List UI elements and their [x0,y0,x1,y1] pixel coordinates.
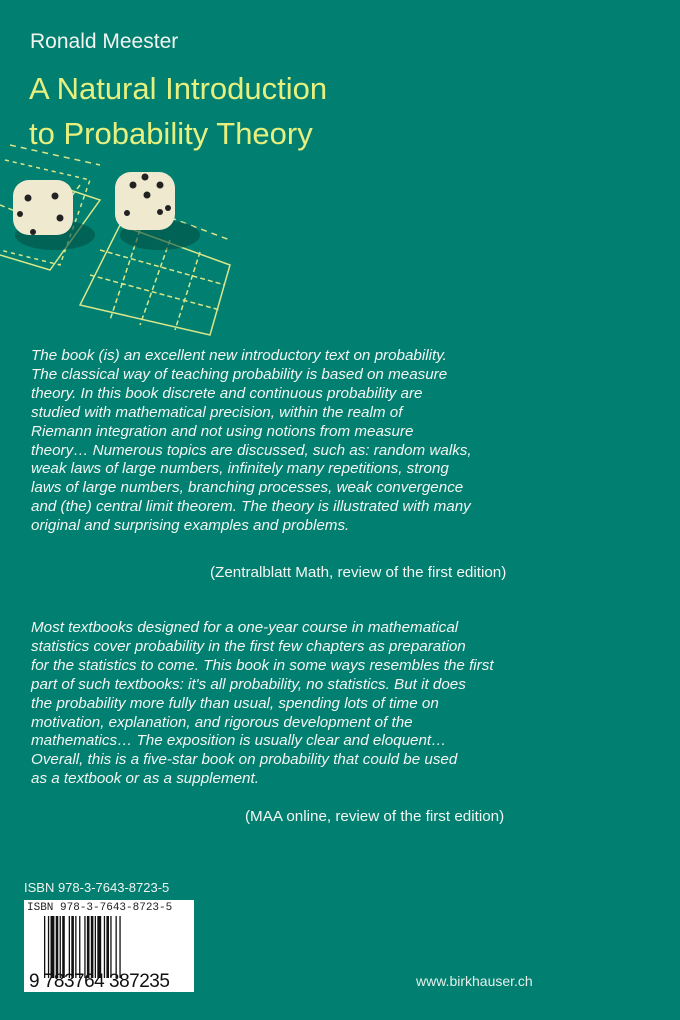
barcode-bar [44,916,45,978]
barcode-bar [71,916,74,978]
review-line: motivation, explanation, and rigorous development of the [31,713,413,731]
barcode-bar [97,916,101,978]
barcode-bar [116,916,117,978]
barcode-bar [75,916,76,978]
review-line: and (the) central limit theorem. The theory is illustrated with many [31,498,471,516]
die-left [13,180,73,235]
barcode-bar [60,916,61,978]
review-line: for the statistics to come. This book in some ways resembles the first [31,656,494,674]
barcode-bar [51,916,55,978]
review-line: mathematics… The exposition is usually clear and eloquent… [31,732,447,750]
review-line: Most textbooks designed for a one-year course in mathematical [31,619,459,636]
barcode-isbn: ISBN 978-3-7643-8723-5 [27,902,173,914]
barcode-bar [95,916,96,978]
isbn-label: ISBN 978-3-7643-8723-5 [24,880,170,895]
review-line: The book (is) an excellent new introductory text on probability. [31,347,447,364]
review-line: studied with mathematical precision, within the realm of [31,403,403,421]
die-right [115,172,175,230]
review-line: theory… Numerous topics are discussed, such as: random walks, [31,441,472,459]
author-name: Ronald Meester [30,30,179,53]
publisher-url[interactable]: www.birkhauser.ch [416,973,533,989]
barcode-bar [62,916,65,978]
review-line: original and surprising examples and problems. [31,517,350,535]
barcode-number: 9 783764 387235 [29,971,170,992]
review-text-1 [31,347,472,536]
review-line: Riemann integration and not using notions from measure [31,422,414,440]
review-line: theory. In this book discrete and continuous probability are [31,384,423,402]
title-line: A Natural Introduction [29,71,328,106]
barcode-bar [69,916,70,978]
barcode-bar [84,916,85,978]
review-text-2 [31,619,494,789]
title-line: to Probability Theory [29,116,313,151]
review-line: The classical way of teaching probability is based on measure [31,365,448,383]
barcode-bar [56,916,59,978]
review-line: statistics cover probability in the first few chapters as preparation [31,637,466,655]
review-line: Overall, this is a five-star book on probability that could be used [31,751,458,769]
barcode-bar [87,916,90,978]
barcode-bar [119,916,120,978]
review-line: part of such textbooks: it's all probability, no statistics. But it does [31,675,466,693]
barcode-bar [79,916,80,978]
review-line: weak laws of large numbers, infinitely many repetitions, strong [31,460,449,478]
barcode-bar [104,916,105,978]
barcode-bar [106,916,109,978]
barcode-bar [48,916,49,978]
review-citation-1: (Zentralblatt Math, review of the first edition) [210,564,507,581]
review-line: the probability more fully than usual, spending lots of time on [31,694,439,712]
barcode [24,900,194,992]
dice-illustration [0,140,240,340]
review-citation-2: (MAA online, review of the first edition) [245,808,505,825]
review-line: laws of large numbers, branching processes, weak convergence [31,479,464,497]
barcode-bar [110,916,111,978]
barcode-bar [91,916,94,978]
review-line: as a textbook or as a supplement. [31,770,259,788]
